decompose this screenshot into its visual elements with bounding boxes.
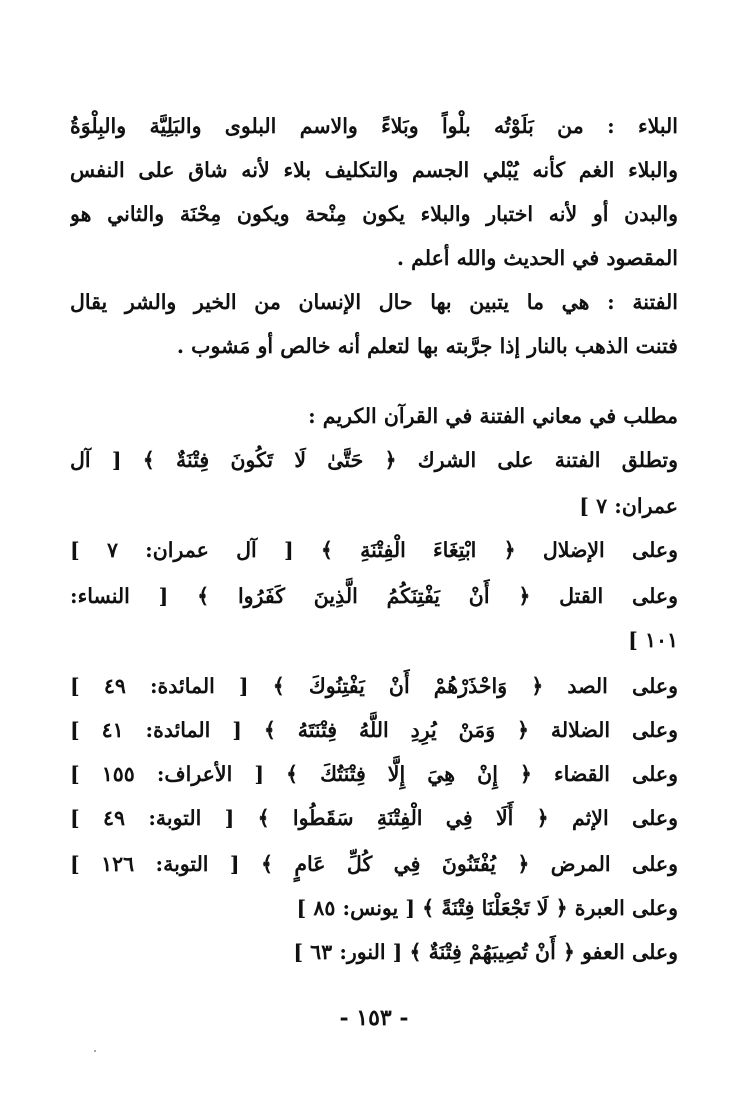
- paragraph-balaa-line-4: المقصود في الحديث والله أعلم .: [396, 246, 678, 270]
- meaning-dalala: وعلى الضلالة ﴿ وَمَنْ يُرِدِ اللَّهُ فِتْنَتَهُ ﴾ [ المائدة: ٤١ ]: [70, 718, 678, 742]
- meaning-afw: وعلى العفو ﴿ أَنْ تُصِيبَهُمْ فِتْنَةٌ ﴾ [ النور: ٦٣ ]: [293, 940, 678, 964]
- meaning-sadd: وعلى الصد ﴿ وَاحْذَرْهُمْ أَنْ يَفْتِنُوكَ ﴾ [ المائدة: ٤٩ ]: [70, 674, 678, 698]
- meaning-idlal: وعلى الإضلال ﴿ ابْتِغَاءَ الْفِتْنَةِ ﴾ [ آل عمران: ٧ ]: [70, 538, 678, 562]
- meaning-shirk-line-2: عمران: ٧ ]: [579, 494, 678, 518]
- meaning-qada: وعلى القضاء ﴿ إِنْ هِيَ إِلَّا فِتْنَتُكَ ﴾ [ الأعراف: ١٥٥ ]: [70, 762, 678, 786]
- paragraph-balaa-line-2: والبلاء الغم كأنه يُبْلي الجسم والتكليف بلاء لأنه شاق على النفس: [70, 158, 678, 182]
- paragraph-fitna-line-2: فتنت الذهب بالنار إذا جرَّبته بها لتعلم أنه خالص أو مَشوب .: [176, 334, 678, 358]
- meaning-shirk-line-1: وتطلق الفتنة على الشرك ﴿ حَتَّىٰ لَا تَكُونَ فِتْنَةٌ ﴾ [ آل: [70, 448, 678, 472]
- page-number: - ١٥٣ -: [339, 1005, 409, 1031]
- meaning-ithm: وعلى الإثم ﴿ أَلَا فِي الْفِتْنَةِ سَقَطُوا ﴾ [ التوبة: ٤٩ ]: [70, 806, 678, 830]
- paragraph-fitna-line-1: الفتنة : هي ما يتبين بها حال الإنسان من الخير والشر يقال: [70, 290, 678, 314]
- meaning-qatl-line-2: ١٠١ ]: [628, 628, 678, 652]
- meaning-qatl-line-1: وعلى القتل ﴿ أَنْ يَفْتِنَكُمُ الَّذِينَ كَفَرُوا ﴾ [ النساء:: [70, 584, 678, 608]
- meaning-ibra: وعلى العبرة ﴿ لَا تَجْعَلْنَا فِتْنَةً ﴾ [ يونس: ٨٥ ]: [296, 896, 678, 920]
- paragraph-balaa-line-1: البلاء : من بَلَوْتُه بلْواً وبَلاءً والاسم البلوى والبَلِيَّة والبِلْوَةُ: [70, 114, 678, 138]
- paragraph-balaa-line-3: والبدن أو لأنه اختبار والبلاء يكون مِنْحة ويكون مِحْنَة والثاني هو: [70, 202, 678, 226]
- scan-speck: [94, 1050, 96, 1052]
- section-heading: مطلب في معاني الفتنة في القرآن الكريم :: [308, 404, 678, 428]
- meaning-marad: وعلى المرض ﴿ يُفْتَنُونَ فِي كُلِّ عَامٍ ﴾ [ التوبة: ١٢٦ ]: [70, 852, 678, 876]
